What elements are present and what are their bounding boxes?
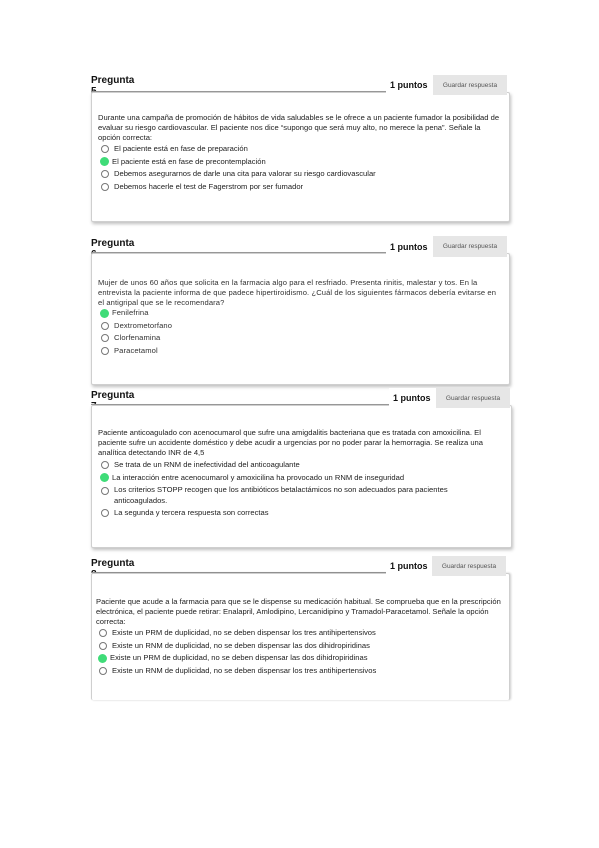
option-label: Se trata de un RNM de inefectividad del anticoagulante	[114, 460, 300, 469]
option-3[interactable]	[99, 652, 376, 665]
options-list	[101, 143, 376, 193]
save-answer-button[interactable]: Guardar respuesta	[433, 75, 507, 95]
radio-button[interactable]	[101, 509, 109, 517]
radio-button[interactable]	[99, 667, 107, 675]
option-label: Los criterios STOPP recogen que los antibióticos betalactámicos no son adecuados para pacientes anticoagulados.	[114, 485, 448, 505]
radio-button[interactable]	[99, 642, 107, 650]
option-label: Existe un PRM de duplicidad, no se deben dispensar las dos dihidropiridinas	[110, 653, 368, 662]
radio-button-selected[interactable]	[98, 654, 107, 663]
option-2[interactable]	[99, 640, 376, 653]
radio-button[interactable]	[101, 170, 109, 178]
option-1[interactable]	[101, 459, 501, 472]
options-list	[101, 459, 501, 520]
option-label: El paciente está en fase de precontemplación	[112, 156, 266, 166]
points-label: 1 puntos	[389, 388, 436, 408]
points-label: 1 puntos	[386, 236, 433, 257]
options-list	[99, 627, 376, 677]
question-stem: Paciente anticoagulado con acenocumarol que sufre una amigdalitis bacteriana que es tratada con amoxicilina. El paciente sufre un accidente doméstico y debe acudir a urgencias por no poder parar la hemorragia. Se realiza una analítica detectando INR de 4,5	[98, 428, 483, 457]
radio-button[interactable]	[101, 183, 109, 191]
option-2[interactable]	[101, 320, 172, 333]
radio-button-selected[interactable]	[100, 157, 109, 166]
option-3[interactable]	[101, 168, 376, 181]
option-3[interactable]	[101, 484, 501, 507]
question-title: Pregunta	[91, 75, 135, 86]
option-2[interactable]	[101, 472, 501, 485]
option-4[interactable]	[101, 507, 501, 520]
option-3[interactable]	[101, 332, 172, 345]
option-4[interactable]	[101, 345, 172, 358]
radio-button[interactable]	[101, 322, 109, 330]
question-stem: Mujer de unos 60 años que solicita en la farmacia algo para el resfriado. Presenta rinitis, malestar y tos. En la entrevista la paciente informa de que padece hipertiroidismo. ¿Cuál de los siguientes fármacos debería evitarse en el antigripal que se le recomendara?	[98, 278, 497, 307]
option-1[interactable]	[101, 307, 172, 320]
question-stem: Paciente que acude a la farmacia para que se le dispense su medicación habitual. Se comprueba que en la prescripción electrónica, el paciente puede retirar: Enalapril, Amlodipino, Lercanidipino y Tramadol-Paracetamol. Señale la opción correcta:	[96, 597, 501, 626]
radio-button[interactable]	[101, 487, 109, 495]
option-label: Existe un RNM de duplicidad, no se deben dispensar los tres antihipertensivos	[112, 665, 377, 675]
options-list	[101, 307, 172, 357]
option-4[interactable]	[101, 181, 376, 194]
option-label: Debemos hacerle el test de Fagerstrom por ser fumador	[114, 181, 304, 191]
option-1[interactable]	[99, 627, 376, 640]
option-label: Fenilefrina	[112, 308, 149, 317]
points-label: 1 puntos	[386, 75, 433, 95]
radio-button-selected[interactable]	[100, 473, 109, 482]
save-answer-button[interactable]: Guardar respuesta	[436, 388, 510, 408]
radio-button[interactable]	[101, 145, 109, 153]
option-label: Dextrometorfano	[114, 320, 173, 330]
question-title: Pregunta	[91, 238, 135, 249]
option-2[interactable]	[101, 156, 376, 169]
option-4[interactable]	[99, 665, 376, 678]
option-label: La segunda y tercera respuesta son correctas	[114, 508, 269, 517]
radio-button[interactable]	[101, 334, 109, 342]
points-label: 1 puntos	[386, 556, 432, 576]
save-answer-button[interactable]: Guardar respuesta	[433, 236, 507, 257]
option-label: Existe un PRM de duplicidad, no se deben dispensar los tres antihipertensivos	[112, 628, 376, 637]
radio-button[interactable]	[99, 629, 107, 637]
radio-button[interactable]	[101, 461, 109, 469]
option-label: Existe un RNM de duplicidad, no se deben dispensar las dos dihidropiridinas	[112, 640, 370, 650]
option-label: Clorfenamina	[114, 333, 161, 342]
option-label: El paciente está en fase de preparación	[114, 144, 248, 153]
option-label: La interacción entre acenocumarol y amoxicilina ha provocado un RNM de inseguridad	[112, 472, 405, 482]
question-stem: Durante una campaña de promoción de hábitos de vida saludables se le ofrece a un paciente fumador la posibilidad de evaluar su riesgo cardiovascular. El paciente nos dice “supongo que será muy alto, no merece la pena”. Señale la opción correcta:	[98, 113, 500, 142]
option-1[interactable]	[101, 143, 376, 156]
question-title: Pregunta	[91, 558, 135, 569]
radio-button-selected[interactable]	[100, 309, 109, 318]
save-answer-button[interactable]: Guardar respuesta	[432, 556, 506, 576]
radio-button[interactable]	[101, 347, 109, 355]
question-title: Pregunta	[91, 390, 135, 401]
option-label: Debemos asegurarnos de darle una cita para valorar su riesgo cardiovascular	[114, 169, 376, 178]
option-label: Paracetamol	[114, 345, 158, 355]
